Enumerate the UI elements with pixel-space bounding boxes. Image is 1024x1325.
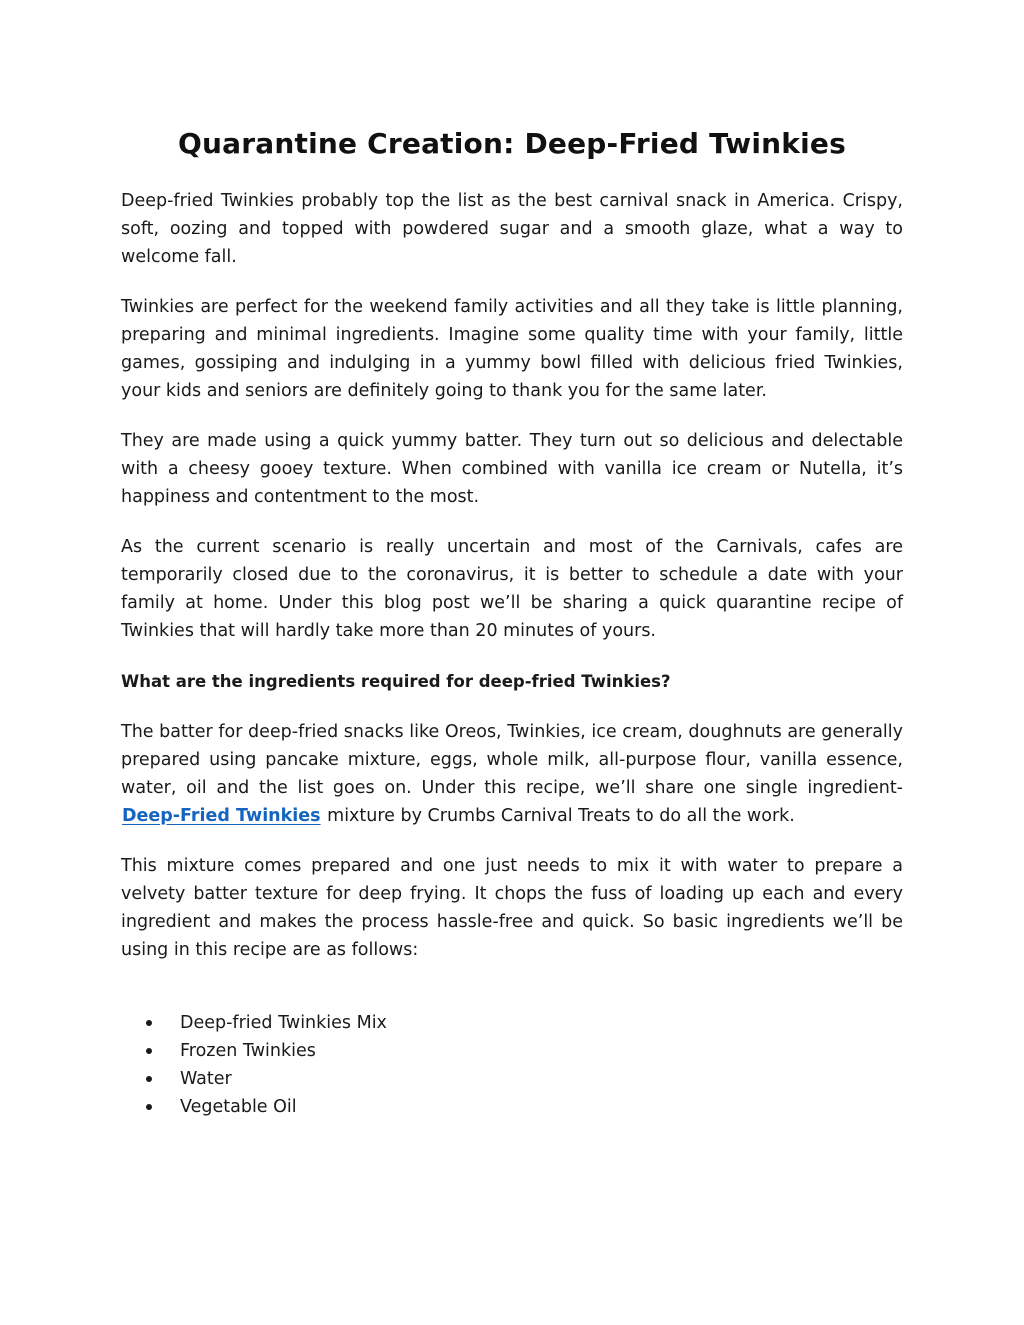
quarantine-paragraph: As the current scenario is really uncertain and most of the Carnivals, cafes are temporarily closed due to the coronavirus, it is better to schedule a date with your family at home. Under this blog post we’ll be sharing a quick quarantine recipe of Twinkies that will hardly take more than 20 minutes of yours. (121, 537, 903, 641)
mixture-paragraph: This mixture comes prepared and one just needs to mix it with water to prepare a velvety batter texture for deep frying. It chops the fuss of loading up each and every ingredient and makes the process hassle-free and quick. So basic ingredients we’ll be using in this recipe are as follows: (121, 856, 903, 960)
batter-paragraph (121, 718, 903, 830)
list-item (146, 1093, 903, 1121)
list-item (146, 1065, 903, 1093)
list-item (146, 1037, 903, 1065)
batter-paragraph-text-after: mixture by Crumbs Carnival Treats to do all the work. (321, 806, 795, 826)
ingredient-label: Deep-fried Twinkies Mix (180, 1013, 387, 1033)
document-page (121, 126, 903, 1121)
ingredient-label: Frozen Twinkies (180, 1041, 316, 1061)
bullet-icon (146, 1076, 152, 1082)
ingredients-list (121, 1009, 903, 1121)
bullet-icon (146, 1104, 152, 1110)
batter-paragraph-text-before: The batter for deep-fried snacks like Oreos, Twinkies, ice cream, doughnuts are generally prepared using pancake mixture, eggs, whole milk, all-purpose flour, vanilla essence, water, oil and the list goes on. Under this recipe, we’ll share one single ingredient- (121, 722, 903, 798)
ingredient-label: Water (180, 1069, 232, 1089)
ingredients-heading: What are the ingredients required for deep-fried Twinkies? (121, 672, 671, 691)
batter-texture-paragraph: They are made using a quick yummy batter. They turn out so delicious and delectable with a cheesy gooey texture. When combined with vanilla ice cream or Nutella, it’s happiness and contentment to the most. (121, 431, 903, 507)
deep-fried-twinkies-link[interactable]: Deep-Fried Twinkies (122, 806, 321, 826)
bullet-icon (146, 1048, 152, 1054)
page-title: Quarantine Creation: Deep-Fried Twinkies (178, 127, 846, 160)
list-item (146, 1009, 903, 1037)
ingredient-label: Vegetable Oil (180, 1097, 297, 1117)
bullet-icon (146, 1020, 152, 1026)
intro-paragraph: Deep-fried Twinkies probably top the list as the best carnival snack in America. Crispy, soft, oozing and topped with powdered sugar and a smooth glaze, what a way to welcome fall. (121, 191, 903, 267)
family-activities-paragraph: Twinkies are perfect for the weekend family activities and all they take is little planning, preparing and minimal ingredients. Imagine some quality time with your family, little games, gossiping and indulging in a yummy bowl filled with delicious fried Twinkies, your kids and seniors are definitely going to thank you for the same later. (121, 297, 903, 401)
